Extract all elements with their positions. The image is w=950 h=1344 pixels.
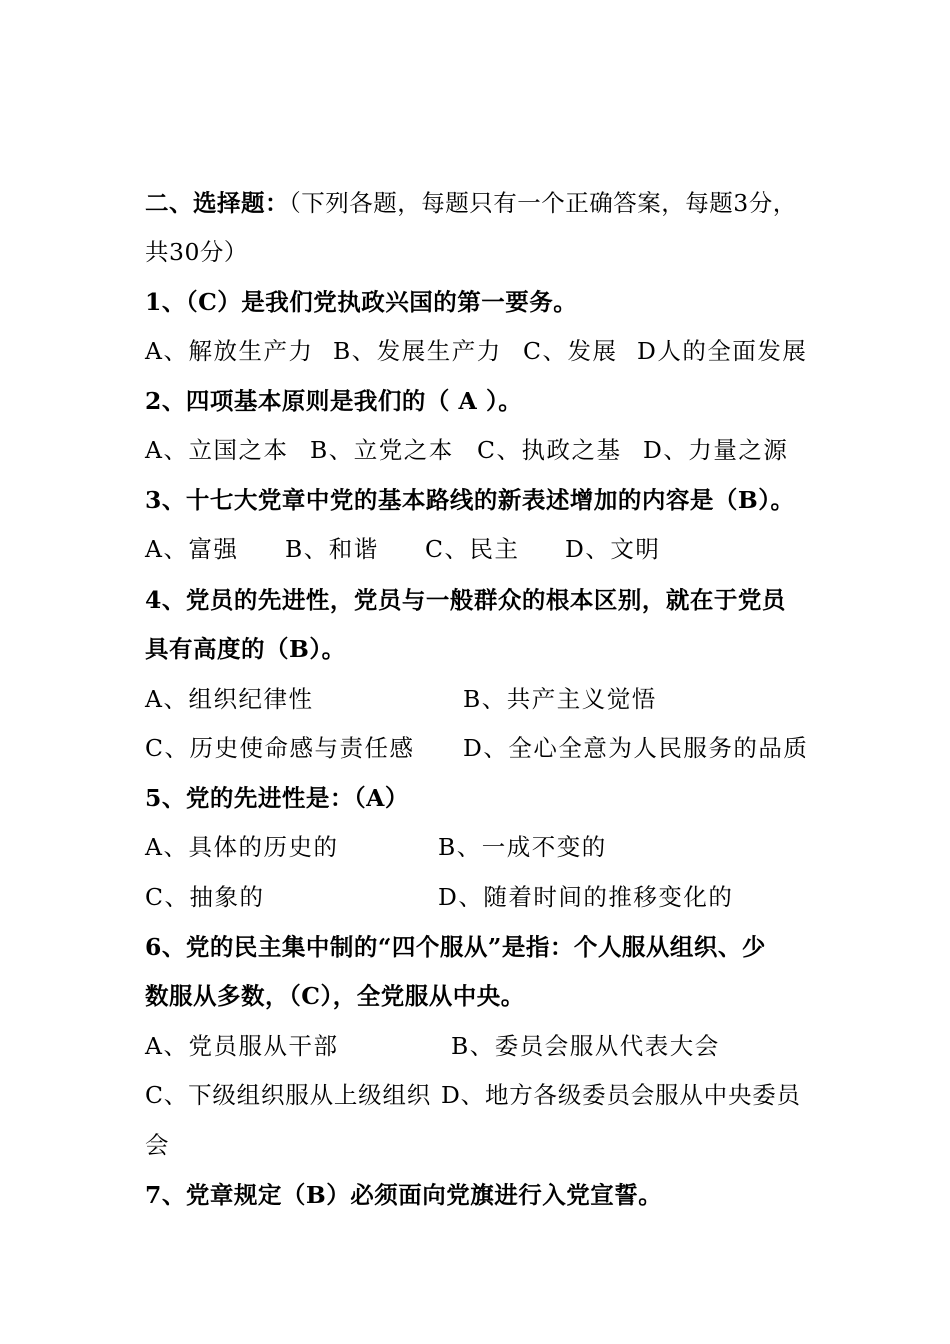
question-1-options bbox=[145, 334, 808, 368]
question-2-options bbox=[145, 433, 789, 467]
question-3-option-d: D、文明 bbox=[565, 535, 661, 563]
question-6-option-d: D、地方各级委员会服从中央委员 bbox=[441, 1081, 801, 1109]
question-6-options-row-2 bbox=[145, 1078, 801, 1112]
question-5-option-b: B、一成不变的 bbox=[438, 833, 607, 861]
question-6-option-c: C、下级组织服从上级组织 bbox=[145, 1081, 432, 1109]
question-4-stem-continued: 具有高度的（B）。 bbox=[145, 635, 346, 663]
question-4-option-c: C、历史使命感与责任感 bbox=[145, 734, 415, 762]
question-6-option-d-continued: 会 bbox=[145, 1131, 170, 1159]
question-6-option-b: B、委员会服从代表大会 bbox=[451, 1032, 720, 1060]
section-instructions: （下列各题，每题只有一个正确答案，每题3分， bbox=[289, 189, 797, 217]
question-3-option-c: C、民主 bbox=[425, 535, 520, 563]
question-5-option-d: D、随着时间的推移变化的 bbox=[438, 883, 734, 911]
question-2-option-b: B、立党之本 bbox=[310, 436, 454, 464]
question-3-option-a: A、富强 bbox=[145, 535, 239, 563]
question-3-stem: 3、十七大党章中党的基本路线的新表述增加的内容是（B）。 bbox=[145, 486, 795, 514]
question-4-options-row-2 bbox=[145, 731, 809, 765]
question-2-option-a: A、立国之本 bbox=[145, 436, 289, 464]
question-3-options bbox=[145, 532, 661, 566]
question-5-options-row-2 bbox=[145, 880, 734, 914]
question-4-options-row-1 bbox=[145, 682, 657, 716]
question-3-option-b: B、和谐 bbox=[285, 535, 379, 563]
question-6-stem: 6、党的民主集中制的“四个服从”是指：个人服从组织、少 bbox=[145, 933, 766, 961]
question-5-option-a: A、具体的历史的 bbox=[145, 833, 339, 861]
section-heading: 二、选择题： bbox=[145, 189, 289, 217]
question-4-option-b: B、共产主义觉悟 bbox=[463, 685, 657, 713]
question-6-option-a: A、党员服从干部 bbox=[145, 1032, 339, 1060]
question-1-option-b: B、发展生产力 bbox=[333, 337, 502, 365]
section-heading-line bbox=[145, 186, 797, 220]
question-1-option-d: D人的全面发展 bbox=[637, 337, 808, 365]
question-4-option-d: D、全心全意为人民服务的品质 bbox=[463, 734, 809, 762]
question-2-stem: 2、四项基本原则是我们的（ A ）。 bbox=[145, 387, 523, 415]
question-6-options-row-1 bbox=[145, 1029, 720, 1063]
section-instructions-continued: 共30分） bbox=[145, 238, 248, 266]
question-6-stem-continued: 数服从多数，（C），全党服从中央。 bbox=[145, 982, 525, 1010]
question-5-stem: 5、党的先进性是：（A） bbox=[145, 784, 409, 812]
question-7-stem: 7、党章规定（B）必须面向党旗进行入党宣誓。 bbox=[145, 1181, 663, 1209]
question-2-option-c: C、执政之基 bbox=[477, 436, 622, 464]
question-2-option-d: D、力量之源 bbox=[643, 436, 789, 464]
question-5-option-c: C、抽象的 bbox=[145, 883, 265, 911]
question-1-stem: 1、（C）是我们党执政兴国的第一要务。 bbox=[145, 288, 578, 316]
question-4-stem: 4、党员的先进性，党员与一般群众的根本区别，就在于党员 bbox=[145, 586, 786, 614]
question-1-option-a: A、解放生产力 bbox=[145, 337, 314, 365]
question-5-options-row-1 bbox=[145, 830, 607, 864]
question-4-option-a: A、组织纪律性 bbox=[145, 685, 314, 713]
question-1-option-c: C、发展 bbox=[523, 337, 618, 365]
